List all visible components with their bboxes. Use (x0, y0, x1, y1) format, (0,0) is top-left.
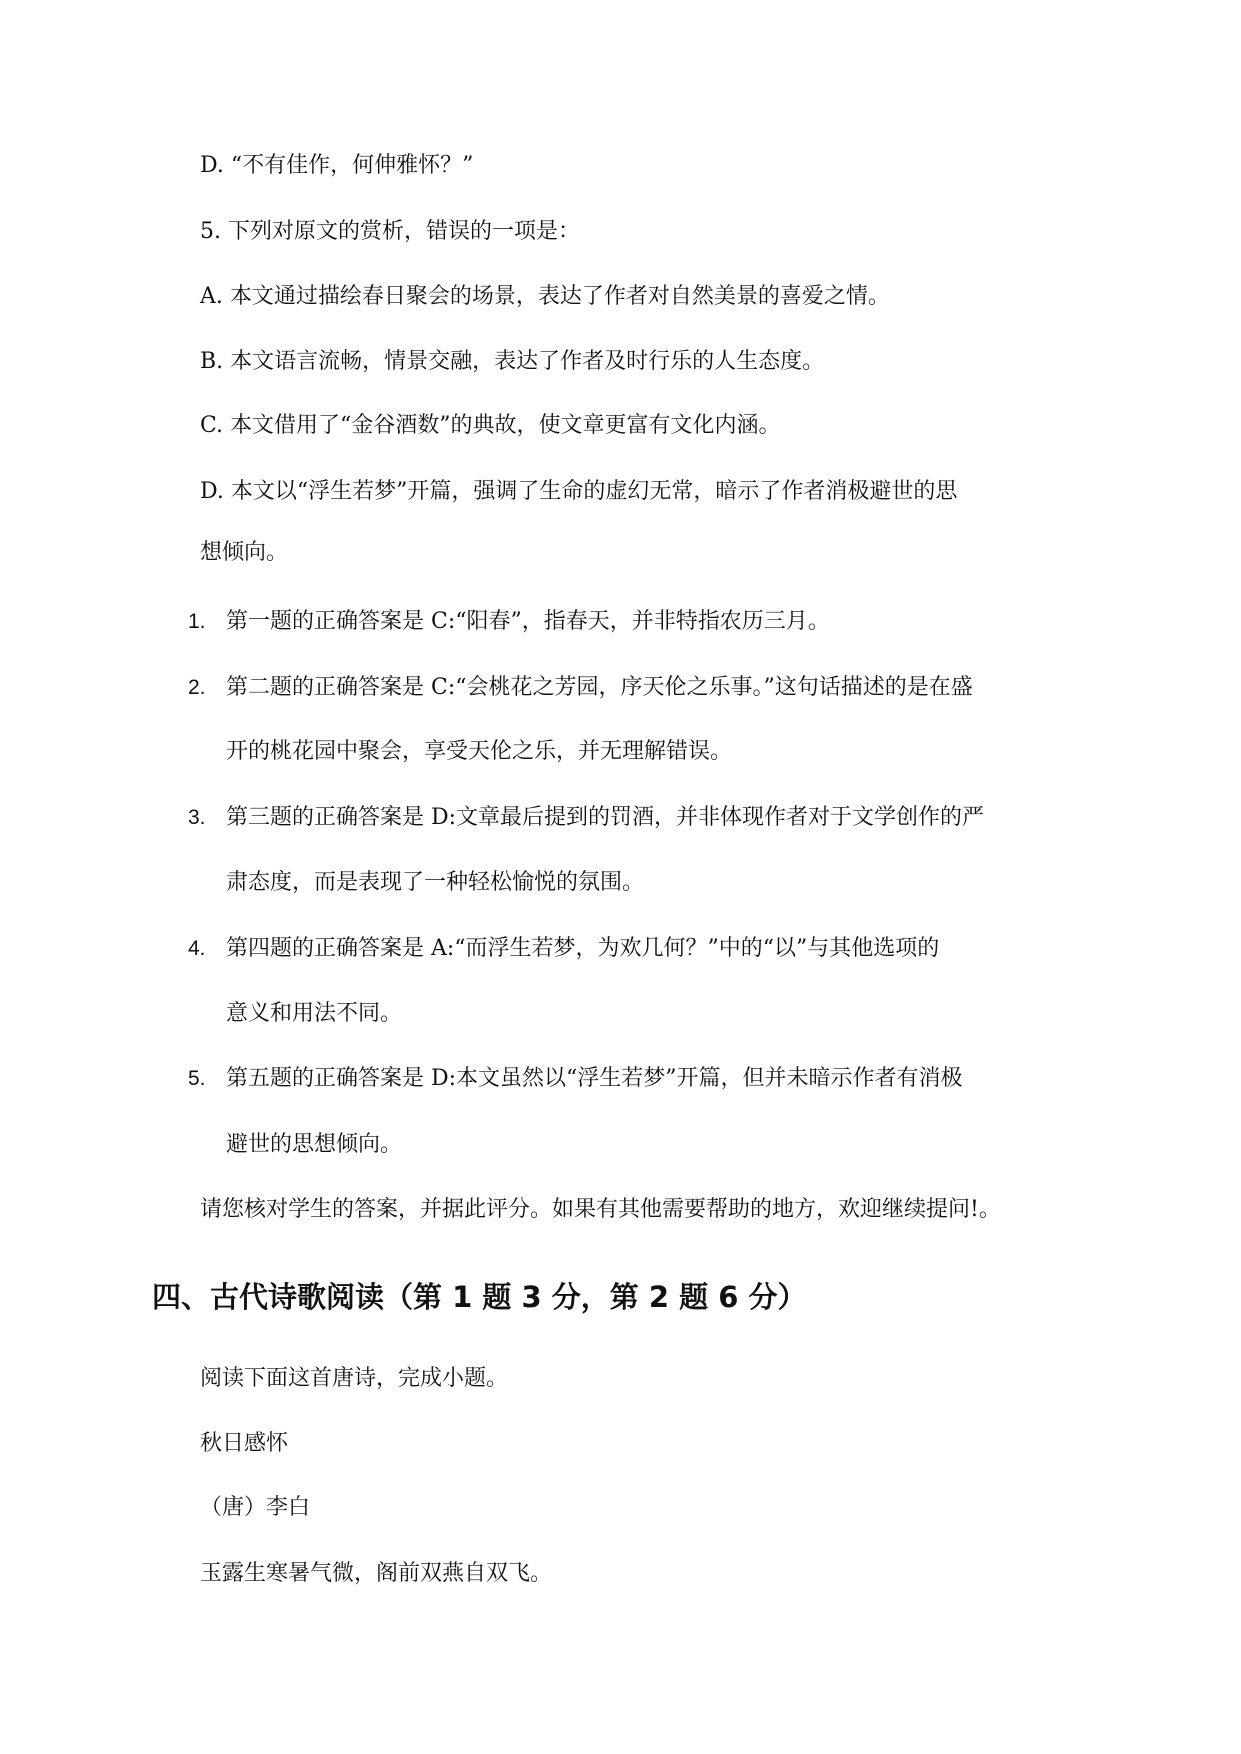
answer-text-line2: 肃态度，而是表现了一种轻松愉悦的氛围。 (226, 870, 645, 895)
option-q5-a: A. 本文通过描绘春日聚会的场景，表达了作者对自然美景的喜爱之情。 (200, 284, 890, 309)
answer-text-line1: 第四题的正确答案是 A:“而浮生若梦，为欢几何？”中的“以”与其他选项的 (226, 936, 940, 961)
answer-text-line2: 意义和用法不同。 (226, 1001, 403, 1026)
answer-number: 5. (188, 1067, 206, 1090)
option-q5-d-line2: 想倾向。 (200, 540, 289, 565)
answer-text-line1: 第三题的正确答案是 D:文章最后提到的罚酒，并非体现作者对于文学创作的严 (226, 805, 985, 830)
answer-number: 4. (188, 937, 206, 960)
poem-title: 秋日感怀 (200, 1431, 289, 1456)
closing-note: 请您核对学生的答案，并据此评分。如果有其他需要帮助的地方，欢迎继续提问!。 (200, 1197, 1001, 1222)
option-q5-c: C. 本文借用了“金谷酒数”的典故，使文章更富有文化内涵。 (200, 413, 781, 438)
answer-number: 3. (188, 806, 206, 829)
section-heading: 四、古代诗歌阅读（第 1 题 3 分，第 2 题 6 分） (152, 1280, 807, 1314)
option-q4-d: D. “不有佳作，何伸雅怀？” (200, 153, 474, 178)
poem-line: 玉露生寒暑气微，阁前双燕自双飞。 (200, 1561, 553, 1586)
question-5-stem: 5. 下列对原文的赏析，错误的一项是： (200, 219, 580, 244)
answer-text-line1: 第五题的正确答案是 D:本文虽然以“浮生若梦”开篇，但并未暗示作者有消极 (226, 1066, 963, 1091)
section-instruction: 阅读下面这首唐诗，完成小题。 (200, 1366, 509, 1391)
answer-text-line2: 开的桃花园中聚会，享受天伦之乐，并无理解错误。 (226, 739, 733, 764)
poem-author: （唐）李白 (200, 1495, 311, 1520)
answer-text-line1: 第一题的正确答案是 C:“阳春”，指春天，并非特指农历三月。 (226, 609, 830, 634)
answer-text-line2: 避世的思想倾向。 (226, 1132, 403, 1157)
answer-text-line1: 第二题的正确答案是 C:“会桃花之芳园，序天伦之乐事。”这句话描述的是在盛 (226, 675, 973, 700)
answer-number: 2. (188, 676, 206, 699)
answer-number: 1. (188, 610, 206, 633)
option-q5-b: B. 本文语言流畅，情景交融，表达了作者及时行乐的人生态度。 (200, 349, 825, 374)
option-q5-d-line1: D. 本文以“浮生若梦”开篇，强调了生命的虚幻无常，暗示了作者消极避世的思 (200, 479, 958, 504)
